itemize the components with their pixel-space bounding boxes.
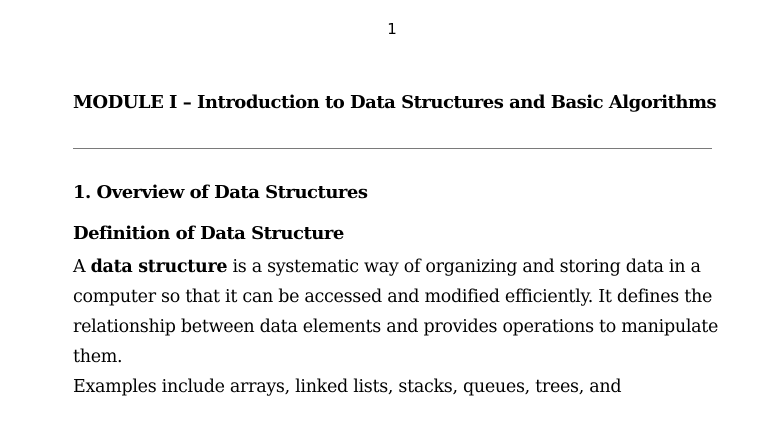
definition-paragraph (73, 252, 723, 372)
page-number: 1 (387, 20, 397, 38)
subsection-title: Definition of Data Structure (73, 223, 344, 244)
definition-rest: is a systematic way of organizing and storing data in a computer so that it can be accessed and modified efficiently. It defines the relationship between data elements and provides operations to manipulate them. (73, 257, 719, 367)
examples-paragraph: Examples include arrays, linked lists, stacks, queues, trees, and (73, 377, 622, 397)
definition-term: data structure (90, 257, 228, 277)
horizontal-rule (73, 148, 712, 149)
definition-lead: A (73, 257, 91, 277)
section-title: 1. Overview of Data Structures (73, 182, 368, 203)
document-body (73, 90, 723, 402)
module-title: MODULE I – Introduction to Data Structures and Basic Algorithms (73, 92, 717, 113)
